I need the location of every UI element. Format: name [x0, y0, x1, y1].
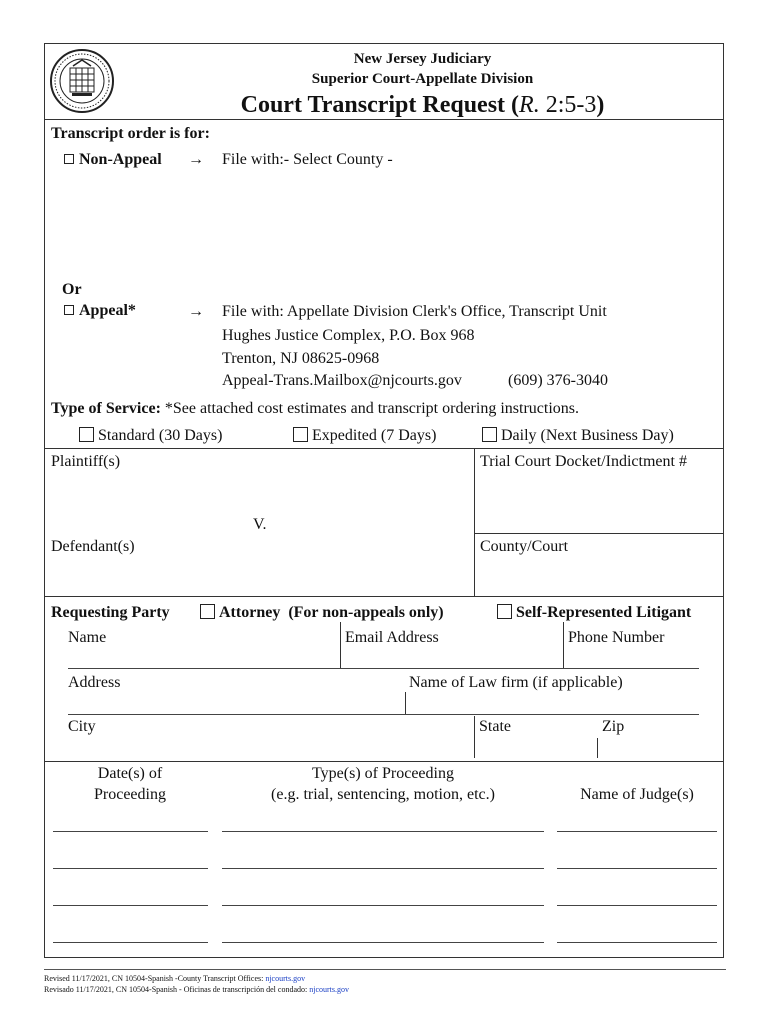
- docket-field[interactable]: Trial Court Docket/Indictment #: [480, 453, 687, 470]
- non-appeal-label: Non-Appeal: [79, 151, 162, 168]
- judges-header: Name of Judge(s): [580, 786, 694, 803]
- date-input-line[interactable]: [53, 831, 208, 832]
- non-appeal-option[interactable]: [64, 151, 162, 169]
- attorney-note: (For non-appeals only): [288, 604, 444, 621]
- expedited-label: Expedited (7 Days): [312, 427, 437, 444]
- county-court-field[interactable]: County/Court: [480, 538, 569, 555]
- attorney-option[interactable]: [200, 604, 444, 622]
- email-field[interactable]: Email Address: [345, 629, 439, 646]
- standard-label: Standard (30 Days): [98, 427, 223, 444]
- underline: [68, 714, 699, 715]
- divider: [597, 738, 598, 758]
- footer-line-2: [44, 985, 349, 995]
- appeal-label: Appeal*: [79, 302, 136, 319]
- types-header-2: (e.g. trial, sentencing, motion, etc.): [271, 786, 495, 803]
- footer-link-2[interactable]: njcourts.gov: [309, 985, 349, 994]
- title-rule-close: ): [596, 92, 605, 118]
- service-row: [51, 400, 579, 418]
- divider: [44, 596, 724, 597]
- type-input-line[interactable]: [222, 868, 544, 869]
- service-daily[interactable]: [482, 427, 674, 445]
- service-standard[interactable]: [79, 427, 222, 445]
- type-input-line[interactable]: [222, 831, 544, 832]
- title-rule-r: R.: [519, 92, 540, 118]
- name-field[interactable]: Name: [68, 629, 107, 646]
- daily-label: Daily (Next Business Day): [501, 427, 674, 444]
- title-rule-num: 2:5-3: [539, 92, 597, 118]
- non-appeal-checkbox[interactable]: [64, 154, 74, 164]
- appeal-checkbox[interactable]: [64, 305, 74, 315]
- divider: [563, 622, 564, 668]
- title-main: Court Transcript Request: [240, 92, 506, 118]
- daily-checkbox[interactable]: [482, 427, 497, 442]
- arrow-icon: →: [188, 303, 204, 320]
- city-field[interactable]: City: [68, 718, 96, 735]
- appeal-option[interactable]: [64, 302, 136, 320]
- form-frame: [44, 43, 724, 958]
- divider: [474, 533, 724, 534]
- divider: [44, 119, 724, 120]
- law-firm-field[interactable]: Name of Law firm (if applicable): [409, 674, 623, 691]
- date-input-line[interactable]: [53, 868, 208, 869]
- or-label: Or: [62, 281, 82, 298]
- divider: [44, 448, 724, 449]
- appeal-file-line-2: Hughes Justice Complex, P.O. Box 968: [222, 327, 475, 344]
- appeal-file-line-1: File with: Appellate Division Clerk's Office, Transcript Unit: [222, 303, 607, 320]
- footer-line-2-text: Revisado 11/17/2021, CN 10504-Spanish - Oficinas de transcripción del condado:: [44, 985, 310, 994]
- self-rep-option[interactable]: [497, 604, 691, 622]
- arrow-icon: →: [188, 151, 204, 168]
- order-heading: Transcript order is for:: [51, 125, 210, 142]
- page-title: [0, 91, 770, 119]
- self-rep-label: Self-Represented Litigant: [516, 604, 692, 621]
- attorney-checkbox[interactable]: [200, 604, 215, 619]
- standard-checkbox[interactable]: [79, 427, 94, 442]
- judge-input-line[interactable]: [557, 905, 717, 906]
- expedited-checkbox[interactable]: [293, 427, 308, 442]
- divider: [44, 761, 724, 762]
- divider: [474, 448, 475, 596]
- footer-line-1: [44, 974, 305, 984]
- appeal-email: Appeal-Trans.Mailbox@njcourts.gov: [222, 372, 462, 389]
- divider: [340, 622, 341, 668]
- defendant-field[interactable]: Defendant(s): [51, 538, 135, 555]
- title-rule-open: (: [511, 92, 520, 118]
- underline: [68, 668, 699, 669]
- type-input-line[interactable]: [222, 942, 544, 943]
- footer-link-1[interactable]: njcourts.gov: [265, 974, 306, 983]
- judge-input-line[interactable]: [557, 942, 717, 943]
- appeal-file-line-3: Trenton, NJ 08625-0968: [222, 350, 380, 367]
- footer-line-1-text: Revised 11/17/2021, CN 10504-Spanish -County Transcript Offices:: [44, 974, 266, 983]
- judge-input-line[interactable]: [557, 868, 717, 869]
- dates-header-2: Proceeding: [94, 786, 166, 803]
- plaintiff-field[interactable]: Plaintiff(s): [51, 453, 121, 470]
- service-expedited[interactable]: [293, 427, 436, 445]
- type-input-line[interactable]: [222, 905, 544, 906]
- versus-label: V.: [253, 516, 267, 533]
- date-input-line[interactable]: [53, 905, 208, 906]
- divider: [405, 692, 406, 714]
- state-field[interactable]: State: [479, 718, 511, 735]
- date-input-line[interactable]: [53, 942, 208, 943]
- division-name: Superior Court-Appellate Division: [311, 71, 534, 87]
- non-appeal-file-with[interactable]: File with:- Select County -: [222, 151, 393, 168]
- attorney-label: Attorney: [219, 604, 281, 621]
- zip-field[interactable]: Zip: [602, 718, 625, 735]
- appeal-phone: (609) 376-3040: [508, 372, 608, 389]
- types-header-1: Type(s) of Proceeding: [312, 765, 454, 782]
- service-label: Type of Service:: [51, 400, 161, 417]
- self-rep-checkbox[interactable]: [497, 604, 512, 619]
- address-field[interactable]: Address: [68, 674, 121, 691]
- phone-field[interactable]: Phone Number: [568, 629, 665, 646]
- service-note: *See attached cost estimates and transcript ordering instructions.: [164, 400, 579, 417]
- divider: [474, 716, 475, 758]
- org-name: New Jersey Judiciary: [353, 51, 492, 67]
- footer-divider: [44, 969, 726, 970]
- judge-input-line[interactable]: [557, 831, 717, 832]
- dates-header-1: Date(s) of: [97, 765, 163, 782]
- requesting-party-label: Requesting Party: [51, 604, 170, 621]
